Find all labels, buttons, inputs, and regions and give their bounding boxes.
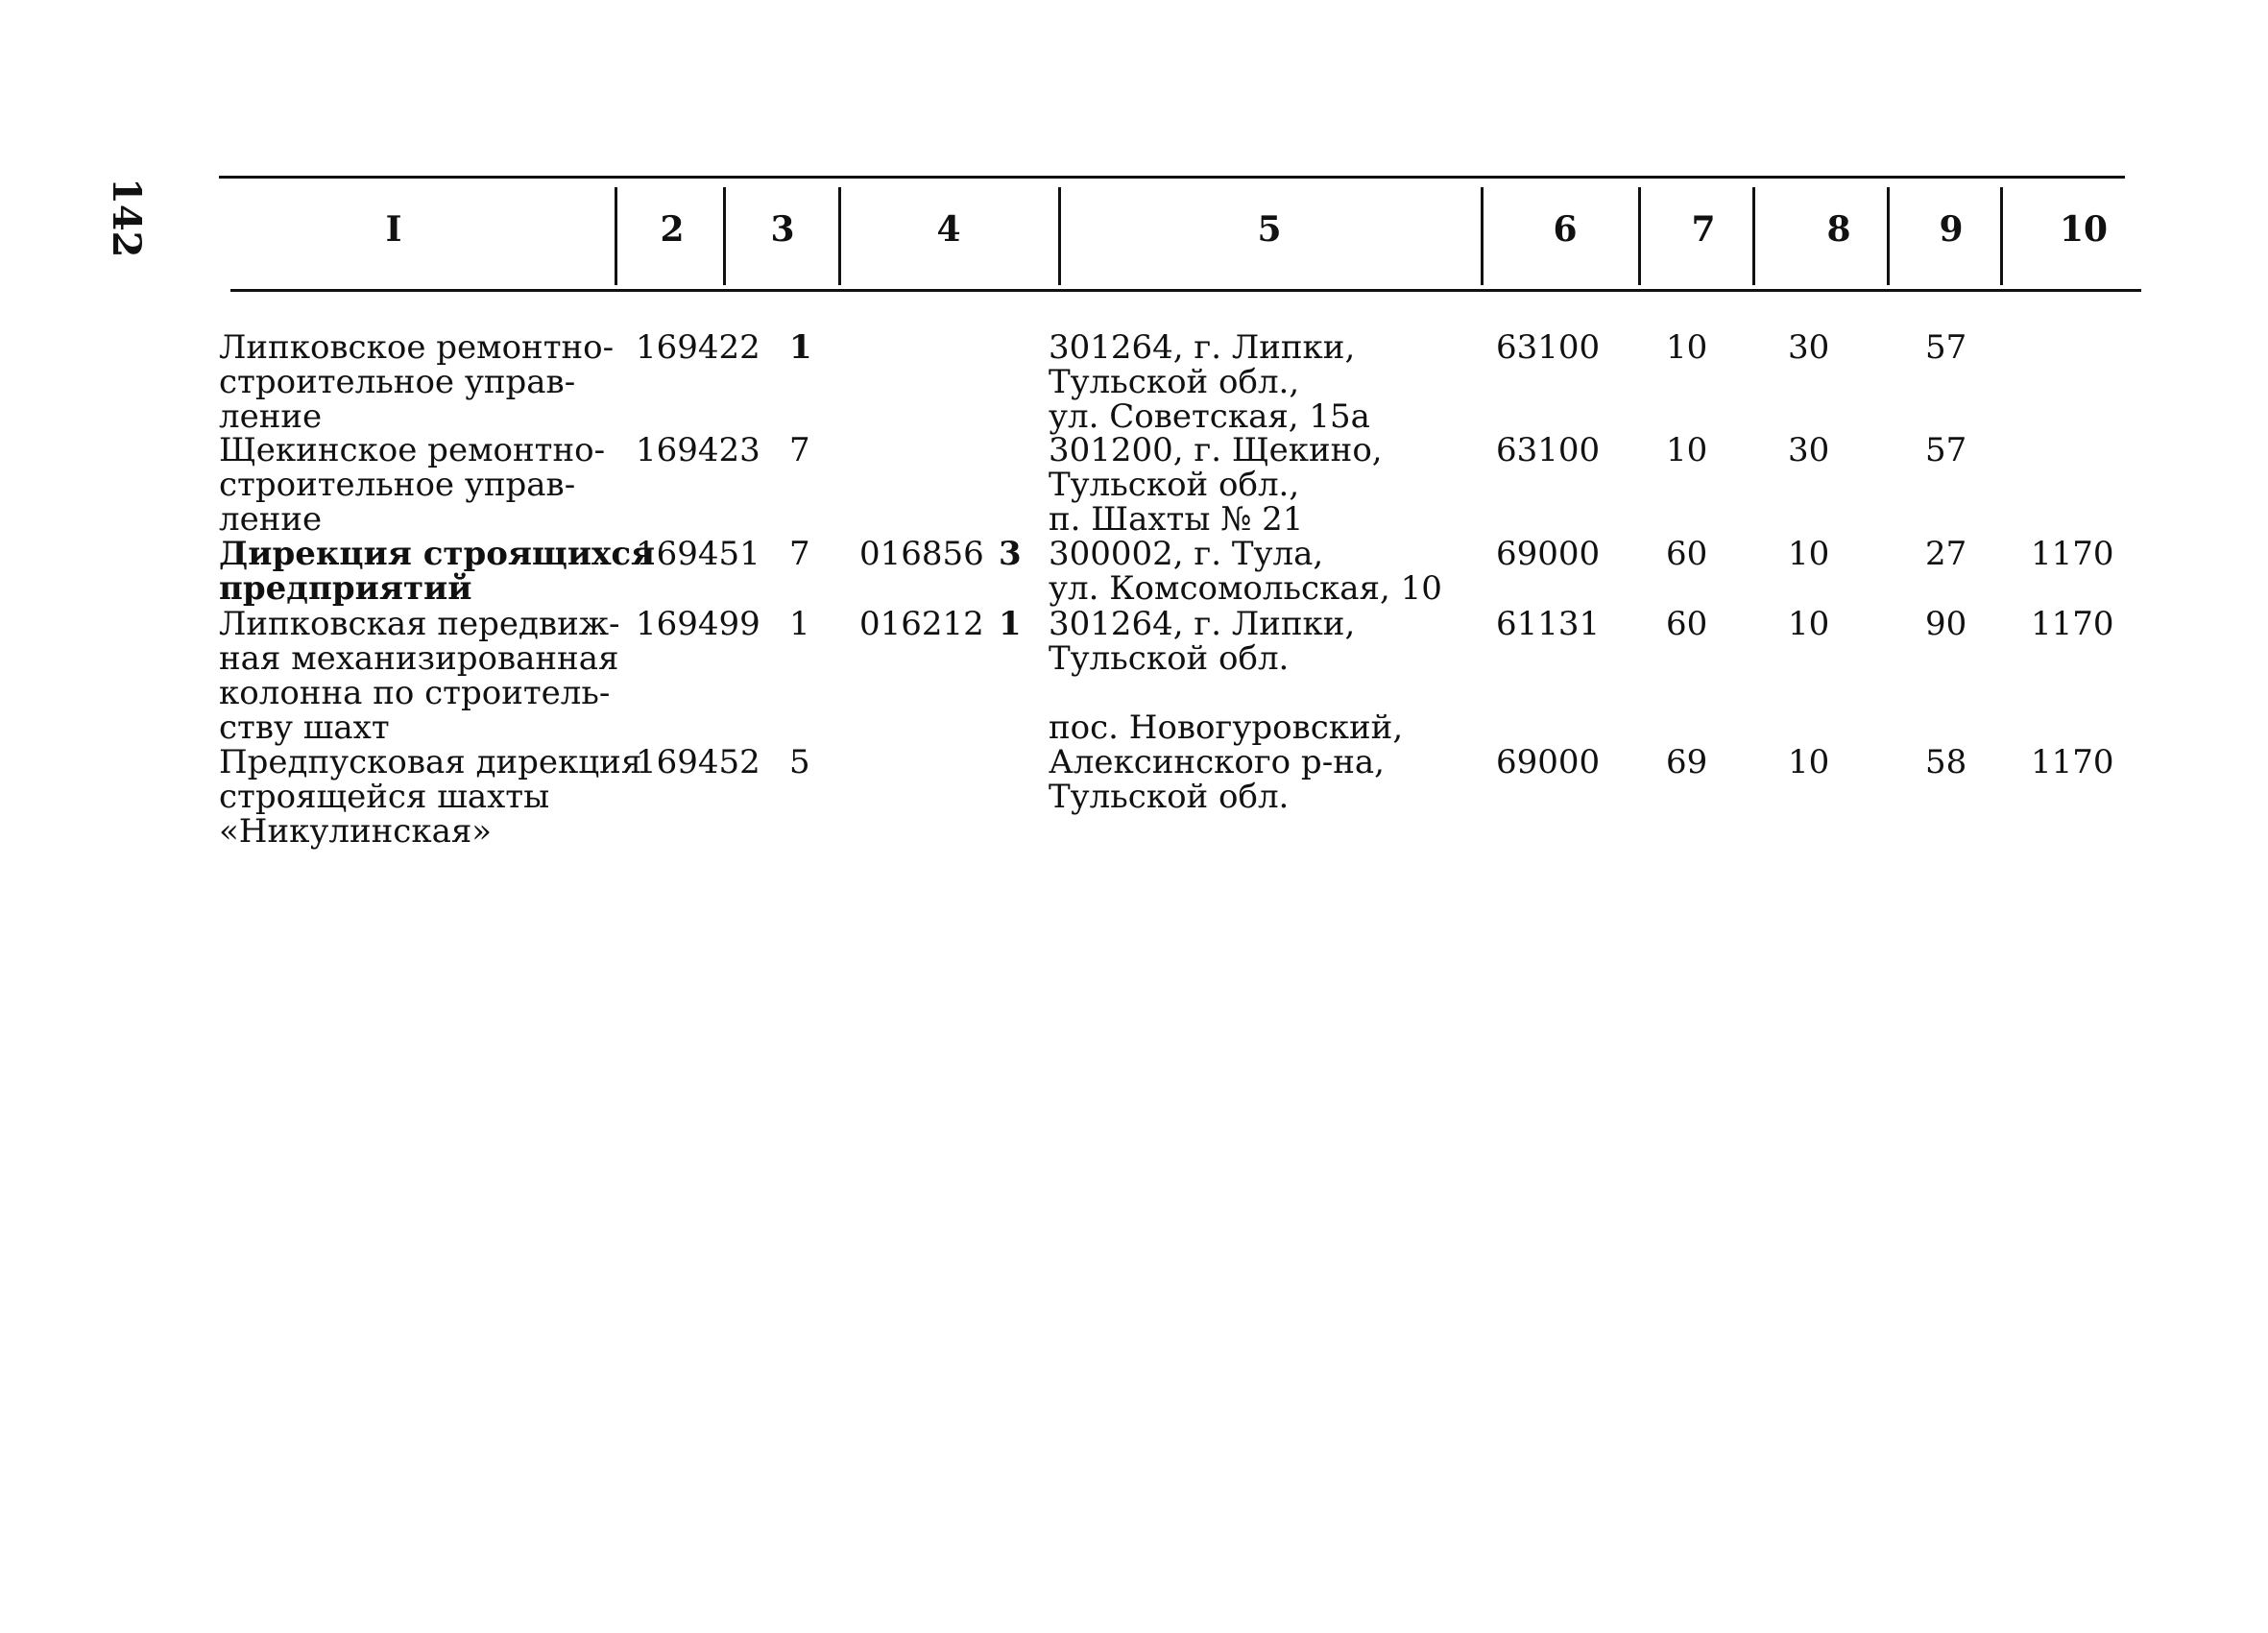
col9-cell: 57 xyxy=(1925,431,1967,469)
header-bottom-rule xyxy=(230,289,2141,292)
col7-cell: 10 xyxy=(1666,328,1708,367)
ministry-subcode-cell: 3 xyxy=(999,535,1022,573)
column-header-3: 3 xyxy=(770,209,795,250)
organization-name: Липковское ремонтно- строительное управ- ление xyxy=(219,328,615,436)
code-cell: 169499 xyxy=(636,605,760,643)
col8-cell: 10 xyxy=(1788,743,1830,781)
col8-cell: 10 xyxy=(1788,605,1830,643)
page-number: 142 xyxy=(104,178,149,258)
address-cell: 301264, г. Липки, Тульской обл., ул. Советская, 15а xyxy=(1049,328,1370,436)
organization-name: Щекинское ремонтно- строительное управ- ление xyxy=(219,431,606,539)
okonh-cell: 63100 xyxy=(1496,431,1601,469)
okonh-cell: 69000 xyxy=(1496,535,1601,573)
category-cell: 1 xyxy=(789,328,812,367)
organization-name: Предпусковая дирекция строящейся шахты «Никулинская» xyxy=(219,743,642,851)
ministry-code-cell: 016856 xyxy=(859,535,984,573)
column-header-1: I xyxy=(385,209,402,250)
col9-cell: 57 xyxy=(1925,328,1967,367)
header-top-rule xyxy=(219,176,2125,179)
ministry-code-cell: 016212 xyxy=(859,605,984,643)
category-cell: 7 xyxy=(789,431,810,469)
okonh-cell: 61131 xyxy=(1496,605,1601,643)
column-header-9: 9 xyxy=(1939,209,1964,250)
column-header-7: 7 xyxy=(1691,209,1716,250)
column-header-6: 6 xyxy=(1553,209,1578,250)
column-header-8: 8 xyxy=(1826,209,1851,250)
col10-cell: 1170 xyxy=(2031,743,2114,781)
col9-cell: 58 xyxy=(1925,743,1967,781)
code-cell: 169422 xyxy=(636,328,760,367)
address-cell: 301200, г. Щекино, Тульской обл., п. Шахты № 21 xyxy=(1049,431,1383,539)
category-cell: 7 xyxy=(789,535,810,573)
col8-cell: 30 xyxy=(1788,431,1830,469)
column-header-4: 4 xyxy=(936,209,961,250)
address-cell: 301264, г. Липки, Тульской обл. xyxy=(1049,605,1356,678)
category-cell: 1 xyxy=(789,605,810,643)
col8-cell: 30 xyxy=(1788,328,1830,367)
column-divider xyxy=(1638,187,1641,285)
code-cell: 169423 xyxy=(636,431,760,469)
col10-cell: 1170 xyxy=(2031,605,2114,643)
category-cell: 5 xyxy=(789,743,810,781)
column-header-5: 5 xyxy=(1257,209,1282,250)
col7-cell: 60 xyxy=(1666,605,1708,643)
code-cell: 169451 xyxy=(636,535,760,573)
address-cell: 300002, г. Тула, ул. Комсомольская, 10 xyxy=(1049,535,1442,608)
column-divider xyxy=(1481,187,1484,285)
col7-cell: 10 xyxy=(1666,431,1708,469)
organization-name: Дирекция строящихся предприятий xyxy=(219,535,656,608)
col7-cell: 69 xyxy=(1666,743,1708,781)
col9-cell: 90 xyxy=(1925,605,1967,643)
code-cell: 169452 xyxy=(636,743,760,781)
col8-cell: 10 xyxy=(1788,535,1830,573)
col7-cell: 60 xyxy=(1666,535,1708,573)
col10-cell: 1170 xyxy=(2031,535,2114,573)
column-header-10: 10 xyxy=(2059,209,2109,250)
organization-name: Липковская передвиж- ная механизированная колонна по строитель- ству шахт xyxy=(219,605,620,747)
column-divider xyxy=(1058,187,1061,285)
address-cell: пос. Новогуровский, Алексинского р-на, Тульской обл. xyxy=(1049,708,1404,816)
column-header-2: 2 xyxy=(660,209,685,250)
okonh-cell: 69000 xyxy=(1496,743,1601,781)
col9-cell: 27 xyxy=(1925,535,1967,573)
ministry-subcode-cell: 1 xyxy=(999,605,1022,643)
okonh-cell: 63100 xyxy=(1496,328,1601,367)
